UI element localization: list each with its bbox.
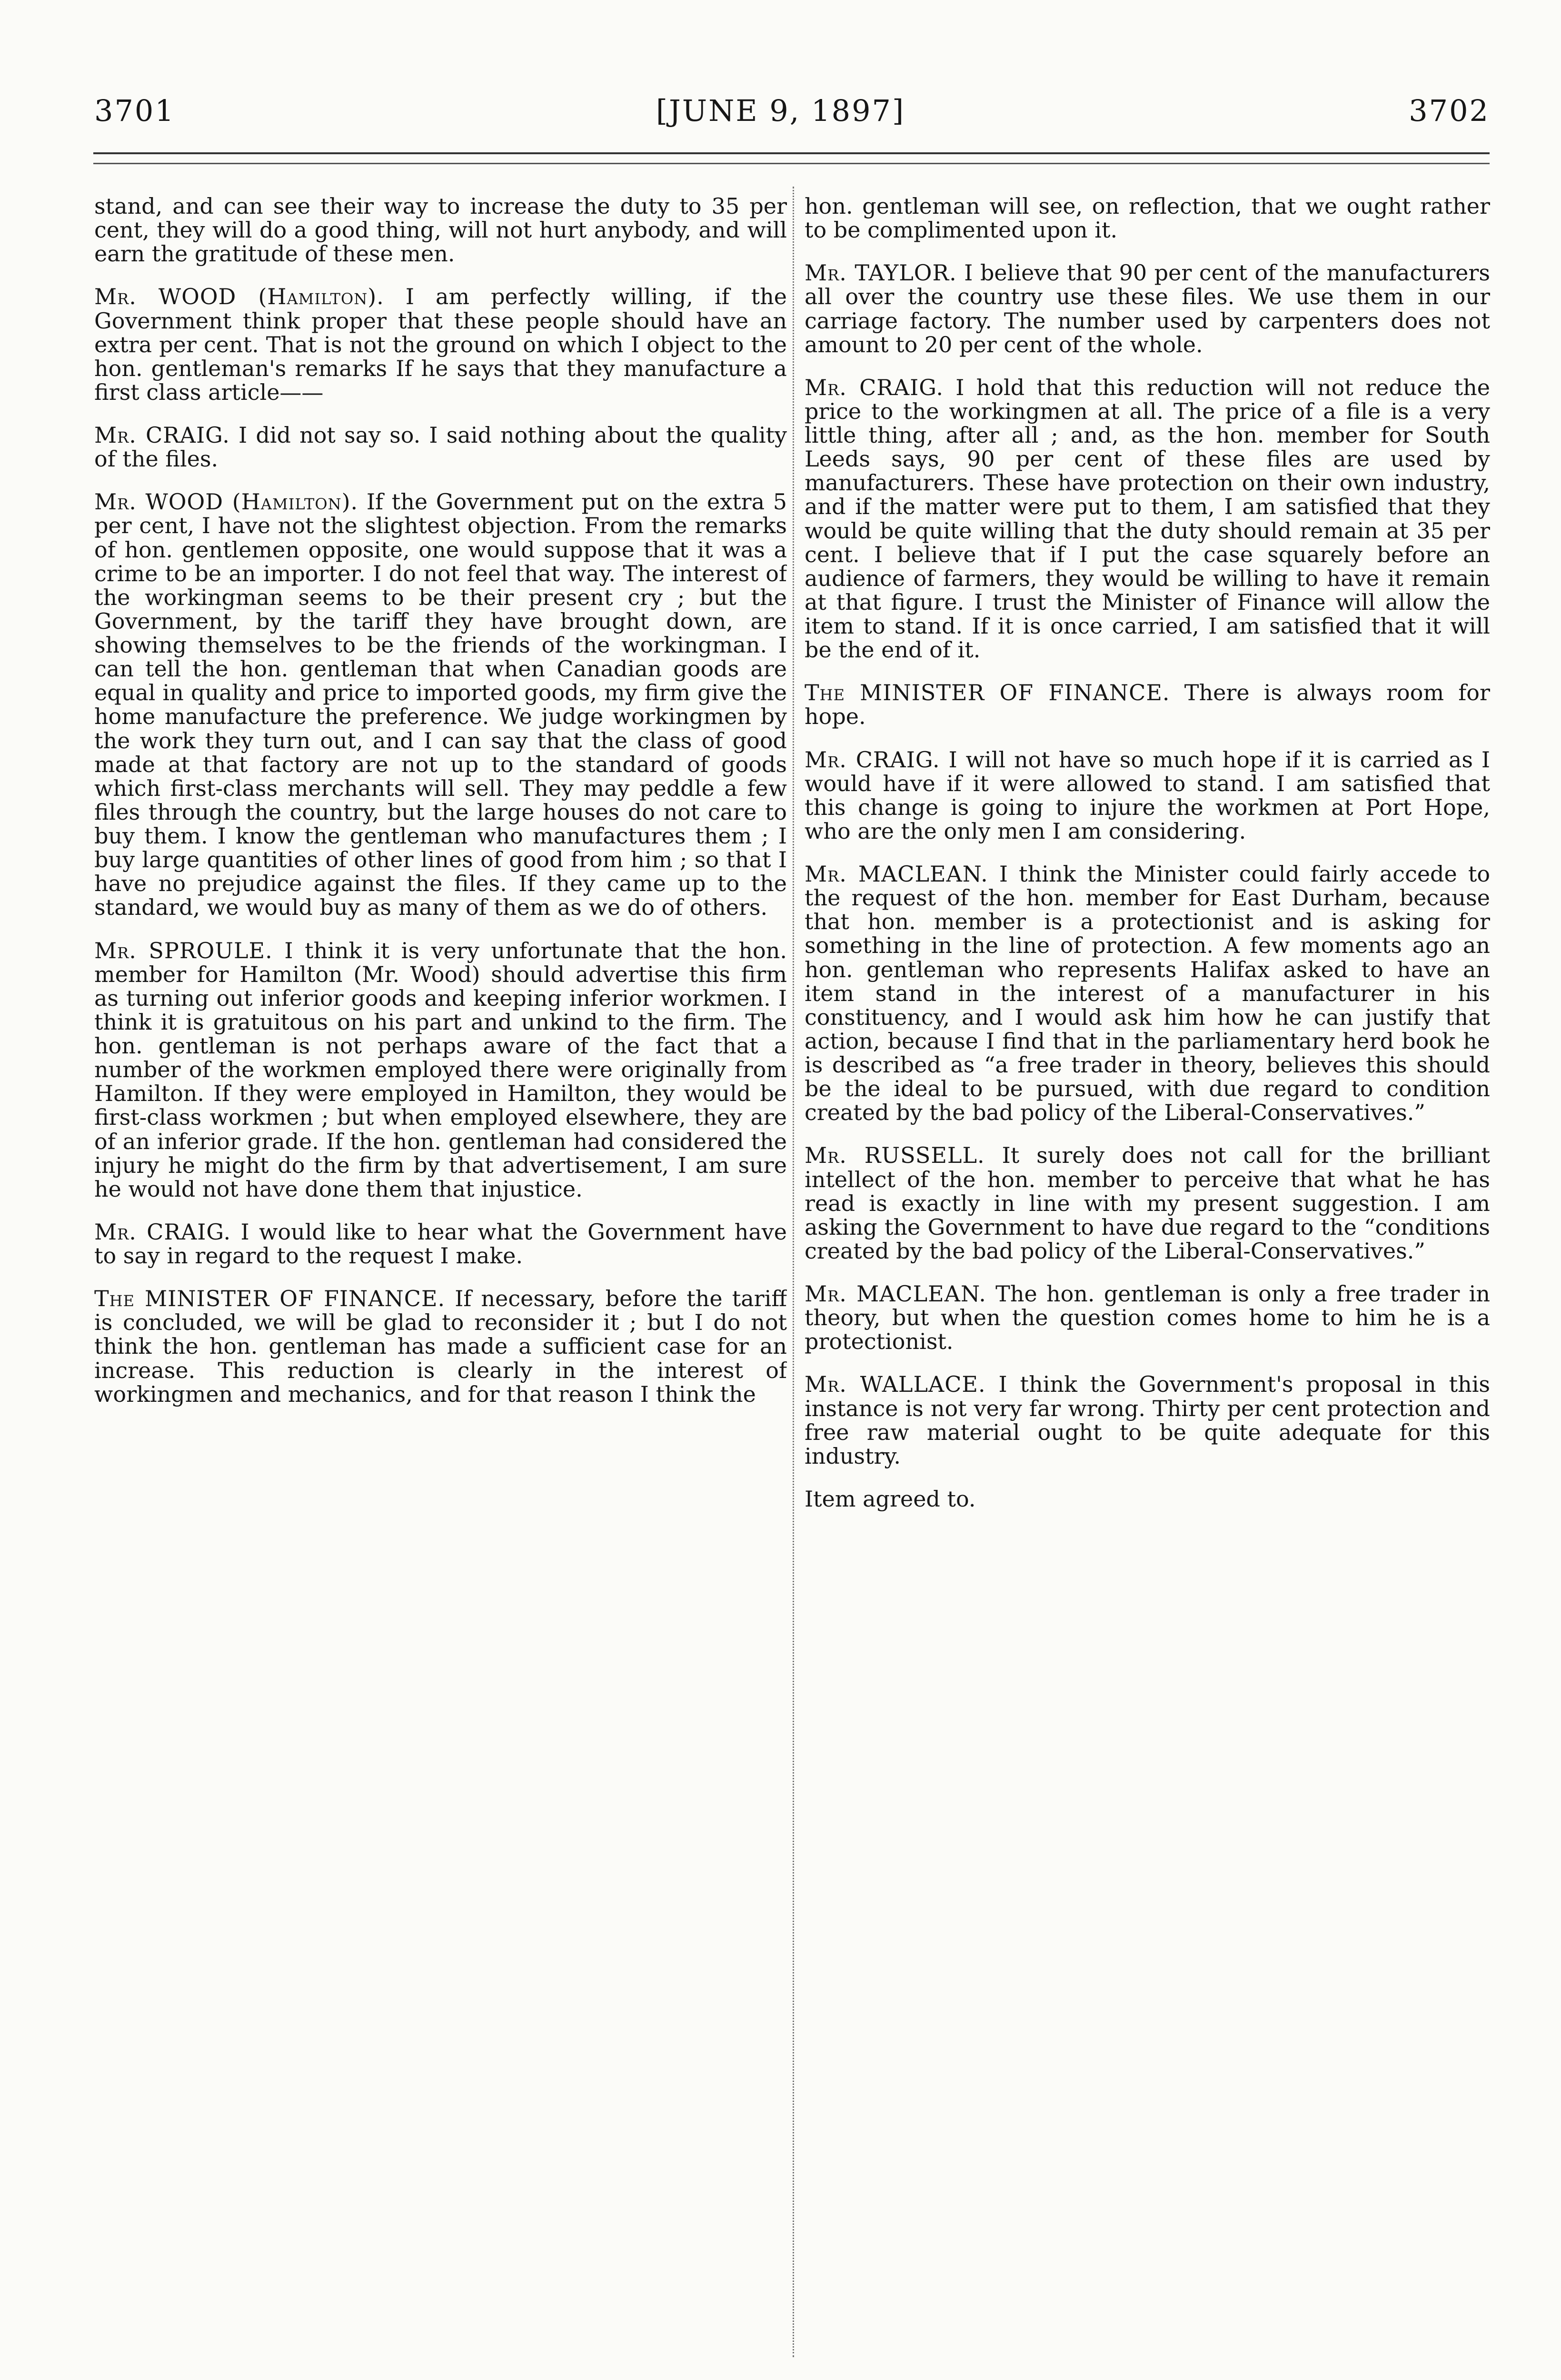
speaker-name: Mr. MACLEAN.: [805, 1281, 986, 1307]
paragraph: [805, 376, 1490, 662]
speaker-name: The MINISTER OF FINANCE.: [94, 1286, 446, 1312]
paragraph: [805, 1282, 1490, 1353]
paragraph-text: I believe that 90 per cent of the manufacturers all over the country use these files. We use them in our carriage factory. The number used by carpenters does not amount to 20 per cent of the whole.: [805, 260, 1490, 357]
paragraph-text: There is always room for hope.: [805, 680, 1490, 730]
speaker-name: Mr. CRAIG.: [94, 1219, 231, 1245]
paragraph: [805, 681, 1490, 728]
paragraph: [94, 285, 787, 404]
speaker-name: Mr. CRAIG.: [94, 422, 230, 448]
paragraph-text: If necessary, before the tariff is concluded, we will be glad to reconsider it ; but I do not think the hon. gentleman has made a sufficient case for an increase. This reduction is clearly in the interest of workingmen and mechanics, and for that reason I think the: [94, 1286, 787, 1407]
speaker-name: Mr. CRAIG.: [805, 374, 944, 400]
paragraph: [805, 194, 1490, 242]
page-date-header: [JUNE 9, 1897]: [656, 93, 905, 128]
speaker-name: Mr. CRAIG.: [805, 746, 940, 773]
paragraph-text: I will not have so much hope if it is carried as I would have if it were allowed to stand. I am satisfied that this change is going to injure the workmen at Port Hope, who are the only men I am considering.: [805, 746, 1490, 844]
paragraph-text: I am perfectly willing, if the Government think proper that these people should have an extra per cent. That is not the ground on which I object to the hon. gentleman's remarks If he says that they manufacture a first class article——: [94, 284, 787, 405]
paragraph: [94, 423, 787, 471]
paragraph: [805, 862, 1490, 1124]
paragraph-text: I think the Government's proposal in this instance is not very far wrong. Thirty per cent protection and free raw material ought to be quite adequate for this industry.: [805, 1371, 1490, 1469]
paragraph: [94, 939, 787, 1201]
paragraph: [805, 261, 1490, 357]
speaker-name: Mr. WOOD (Hamilton).: [94, 489, 358, 515]
left-column: [94, 194, 787, 2346]
paragraph-text: Item agreed to.: [805, 1486, 976, 1512]
page-number-right: 3702: [1409, 93, 1490, 128]
right-column: [805, 194, 1490, 2346]
speaker-name: Mr. TAYLOR.: [805, 260, 957, 286]
paragraph-text: The hon. gentleman is only a free trader in theory, but when the question comes home to him he is a protectionist.: [805, 1281, 1490, 1355]
paragraph: [94, 490, 787, 919]
column-divider: [793, 187, 794, 2357]
paragraph-text: If the Government put on the extra 5 per cent, I have not the slightest objection. From the remarks of hon. gentlemen opposite, one would suppose that it was a crime to be an importer. I do not feel that way. The interest of the workingman seems to be their present cry ; but the Government, by the tariff they have brought down, are showing themselves to be the friends of the workingman. I can tell the hon. gentleman that when Canadian goods are equal in quality and price to imported goods, my firm give the home manufacture the preference. We judge workingmen by the work they turn out, and I can say that the class of good made at that factory are not up to the standard of goods which first-class merchants will sell. They may peddle a few files through the country, but the large houses do not care to buy them. I know the gentleman who manufactures them ; I buy large quantities of other lines of good from him ; so that I have no prejudice against the files. If they came up to the standard, we would buy as many of them as we do of others.: [94, 489, 787, 921]
speaker-name: Mr. WALLACE.: [805, 1371, 986, 1398]
paragraph-text: I did not say so. I said nothing about the quality of the files.: [94, 422, 787, 472]
paragraph-text: I hold that this reduction will not reduce the price to the workingmen at all. The price of a file is a very little thing, after all ; and, as the hon. member for South Leeds says, 90 per cent of these files are used by manufacturers. These have protection on their own industry, and if the matter were put to them, I am satisfied that they would be quite willing that the duty should remain at 35 per cent. I believe that if I put the case squarely before an audience of farmers, they would be willing to have it remain at that figure. I trust the Minister of Finance will allow the item to stand. If it is once carried, I am satisfied that it will be the end of it.: [805, 374, 1490, 663]
speaker-name: Mr. SPROULE.: [94, 937, 273, 963]
paragraph: [94, 1220, 787, 1268]
speaker-name: The MINISTER OF FINANCE.: [805, 680, 1170, 706]
speaker-name: Mr. WOOD (Hamilton).: [94, 284, 384, 310]
paragraph-text: I think it is very unfortunate that the hon. member for Hamilton (Mr. Wood) should advertise this firm as turning out inferior goods and keeping inferior workmen. I think it is gratuitous on his part and unkind to the firm. The hon. gentleman is not perhaps aware of the fact that a number of the workmen employed there were originally from Hamilton. If they were employed in Hamilton, they would be first-class workmen ; but when employed elsewhere, they are of an inferior grade. If the hon. gentleman had considered the injury he might do the firm by that advertisement, I am sure he would not have done them that injustice.: [94, 937, 787, 1202]
paragraph: [805, 1143, 1490, 1263]
paragraph-text: It surely does not call for the brilliant intellect of the hon. member to perceive that what he has read is exactly in line with my present suggestion. I am asking the Government to have due regard to the “conditions created by the bad policy of the Liberal-Conservatives.”: [805, 1142, 1490, 1264]
header-rule: [93, 152, 1490, 169]
paragraph: [805, 1487, 1490, 1511]
paragraph: [805, 1372, 1490, 1468]
paragraph-text: hon. gentleman will see, on reflection, that we ought rather to be complimented upon it.: [805, 194, 1490, 243]
paragraph-text: stand, and can see their way to increase the duty to 35 per cent, they will do a good thing, will not hurt anybody, and will earn the gratitude of these men.: [94, 194, 787, 267]
paragraph: [94, 194, 787, 266]
paragraph: [805, 748, 1490, 843]
page-number-left: 3701: [94, 93, 175, 128]
paragraph-text: I would like to hear what the Government have to say in regard to the request I make.: [94, 1219, 787, 1269]
paragraph: [94, 1287, 787, 1406]
paragraph-text: I think the Minister could fairly accede to the request of the hon. member for East Durham, because that hon. member is a protectionist and is asking for something in the line of protection. A few moments ago an hon. gentleman who represents Halifax asked to have an item stand in the interest of a manufacturer in his constituency, and I would ask him how he can justify that action, because I find that in the parliamentary herd book he is described as “a free trader in theory, believes this should be the ideal to be pursued, with due regard to condition created by the bad policy of the Liberal-Conservatives.”: [805, 861, 1490, 1126]
speaker-name: Mr. RUSSELL.: [805, 1142, 985, 1169]
speaker-name: Mr. MACLEAN.: [805, 861, 988, 887]
